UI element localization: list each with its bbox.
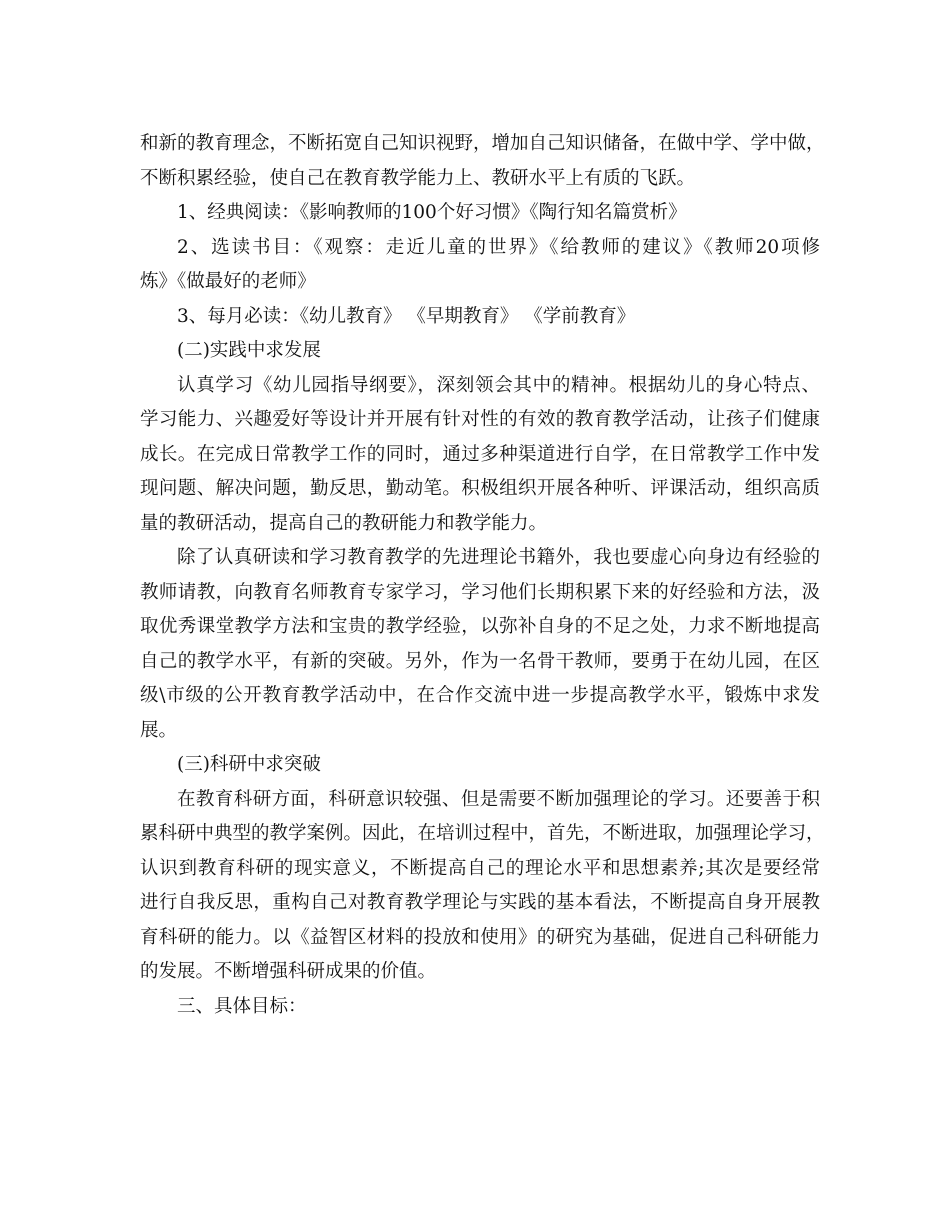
text-line: 进行自我反思，重构自己对教育教学理论与实践的基本看法，不断提高自身开展教 [140,892,820,913]
text-line: 教师请教，向教育名师教育专家学习，学习他们长期积累下来的好经验和方法，汲 [140,581,820,603]
text-line: 认识到教育科研的现实意义，不断提高自己的理论水平和思想素养;其次是要经常 [140,857,820,879]
text-line: 育科研的能力。以《益智区材料的投放和使用》的研究为基础，促进自己科研能力 [140,926,820,948]
text-line: 取优秀课堂教学方法和宝贵的教学经验，以弥补自身的不足之处，力求不断地提高 [140,616,820,637]
list-item-reading: 3、每月必读：《幼儿教育》 《早期教育》 《学前教育》 [177,305,636,327]
text-line: 累科研中典型的教学案例。因此，在培训过程中，首先，不断进取，加强理论学习， [140,823,825,844]
text-line: 现问题、解决问题，勤反思，勤动笔。积极组织开展各种听、评课活动，组织高质 [140,478,820,499]
section-heading: (三)科研中求突破 [177,754,321,775]
list-item-reading: 2、选读书目：《观察：走近儿童的世界》《给教师的建议》《教师20项修 [177,236,820,258]
text-line: 认真学习《幼儿园指导纲要》，深刻领会其中的精神。根据幼儿的身心特点、 [177,374,820,396]
text-line: 和新的教育理念，不断拓宽自己知识视野，增加自己知识储备，在做中学、学中做， [140,133,825,154]
text-line: 量的教研活动，提高自己的教研能力和教学能力。 [140,512,548,534]
text-line: 除了认真研读和学习教育教学的先进理论书籍外，我也要虚心向身边有经验的 [177,547,820,568]
text-line: 炼》《做最好的老师》 [140,271,316,292]
text-line: 自己的教学水平，有新的突破。另外，作为一名骨干教师，要勇于在幼儿园，在区 [140,650,820,672]
text-line: 展。 [140,719,178,741]
list-item-reading: 1、经典阅读：《影响教师的100个好习惯》《陶行知名篇赏析》 [177,202,687,223]
section-heading: (二)实践中求发展 [177,340,321,361]
text-line: 不断积累经验，使自己在教育教学能力上、教研水平上有质的飞跃。 [140,167,696,189]
document-body [140,127,825,1024]
text-line: 在教育科研方面，科研意识较强、但是需要不断加强理论的学习。还要善于积 [177,788,820,810]
text-line: 学习能力、兴趣爱好等设计并开展有针对性的有效的教育教学活动，让孩子们健康 [140,409,820,430]
section-heading: 三、具体目标： [177,995,307,1017]
text-line: 的发展。不断增强科研成果的价值。 [140,961,437,982]
text-line: 级\市级的公开教育教学活动中，在合作交流中进一步提高教学水平，锻炼中求发 [140,685,820,706]
text-line: 成长。在完成日常教学工作的同时，通过多种渠道进行自学，在日常教学工作中发 [140,443,820,465]
